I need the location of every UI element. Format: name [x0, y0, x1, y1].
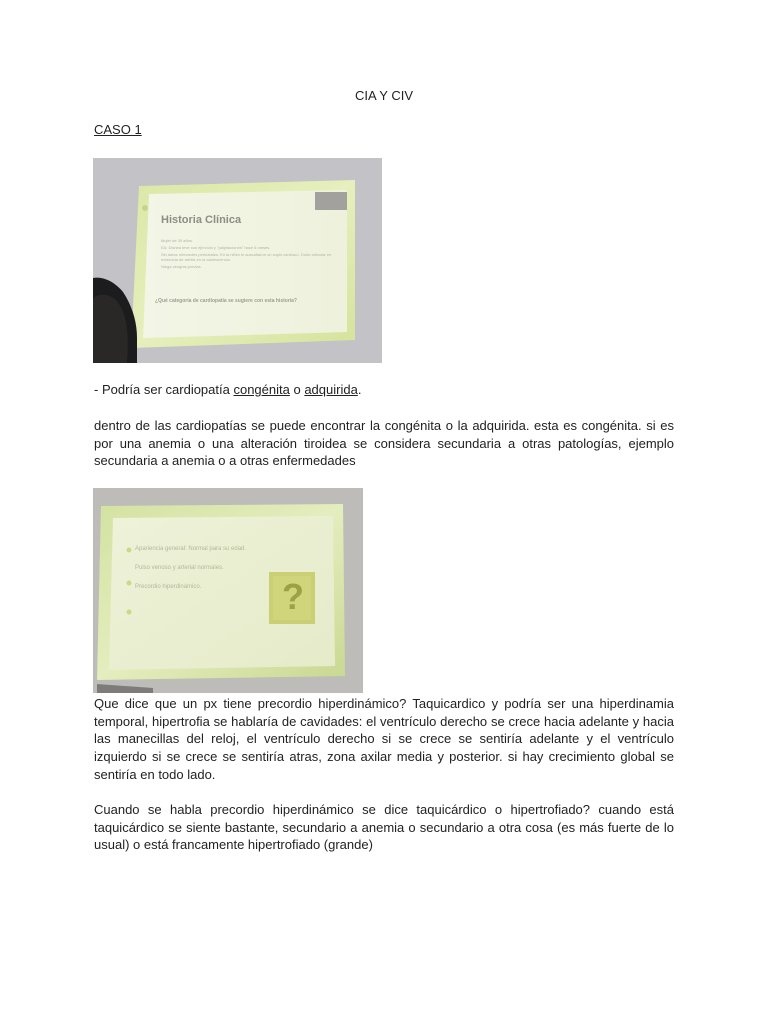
bullet-suffix: .: [357, 382, 362, 397]
slide2-bullet: Precordio hiperdinámico.: [135, 584, 202, 590]
paragraph-cardiopatias: dentro de las cardiopatías se puede encontrar la congénita o la adquirida. esta es congénita. si es por una anemia o una alteración tiroidea se considera secundaria a otras patologías, ejemplo secundaria a anemia o a otras enfermedades: [94, 418, 674, 469]
section-heading: CASO 1: [94, 122, 142, 137]
bullet-middle: o: [289, 382, 305, 397]
document-title: CIA Y CIV: [354, 88, 414, 103]
slide2-bullet: Pulso venoso y arterial normales.: [135, 565, 224, 571]
bullet-line: [94, 381, 674, 399]
slide2-bullet: Apariencia general: Normal para su edad.: [135, 546, 247, 552]
slide1-bullet-list: [161, 238, 341, 269]
bullet-prefix: - Podría ser cardiopatía: [94, 382, 234, 397]
slide2-question-mark: ?: [282, 576, 304, 617]
paragraph-precordio-hiperdinamico: Que dice que un px tiene precordio hiperdinámico? Taquicardico y podría ser una hiperdinamia temporal, hipertrofia se hablaría de cavidades: el ventrículo derecho se crece hacia adelante y hacia las manecillas del reloj, el ventrículo derecho si se crece se sentiría adelante y el ventrículo izquierdo si se crece se sentiría atras, zona axilar media y posterior. si hay crecimiento global se sentiría en todo lado.: [94, 696, 674, 782]
slide1-bullet: Mujer de 39 años.: [161, 238, 194, 243]
slide1-bullet: Sin datos relevantes perinatales. En la niñez le auscultaron un soplo cardíaco. Dolor articular en evidencia de artritis en la adolescencia.: [161, 252, 332, 262]
term-adquirida: adquirida: [304, 382, 358, 397]
slide1-bullet: EA: Disnea leve con ejercicio y "palpitaciones" hace 6 meses.: [161, 245, 271, 250]
slide-photo-historia-clinica: [93, 158, 382, 363]
slide1-heading: Historia Clínica: [161, 214, 242, 226]
slide1-question: ¿Qué categoría de cardiopatía se sugiere con esta historia?: [155, 298, 297, 304]
paragraph-taquicardico: Cuando se habla precordio hiperdinámico se dice taquicárdico o hipertrofiado? cuando está taquicárdico se siente bastante, secundario a anemia o secundario a otra cosa (es más fuerte de lo usual) o está francamente hipertrofiado (grande): [94, 802, 674, 853]
slide2-bullet-list: [135, 546, 255, 591]
slide1-bullet: Niega cirugías previas.: [161, 264, 202, 269]
slide-photo-precordio: [93, 488, 363, 693]
term-congenita: congénita: [233, 382, 290, 397]
